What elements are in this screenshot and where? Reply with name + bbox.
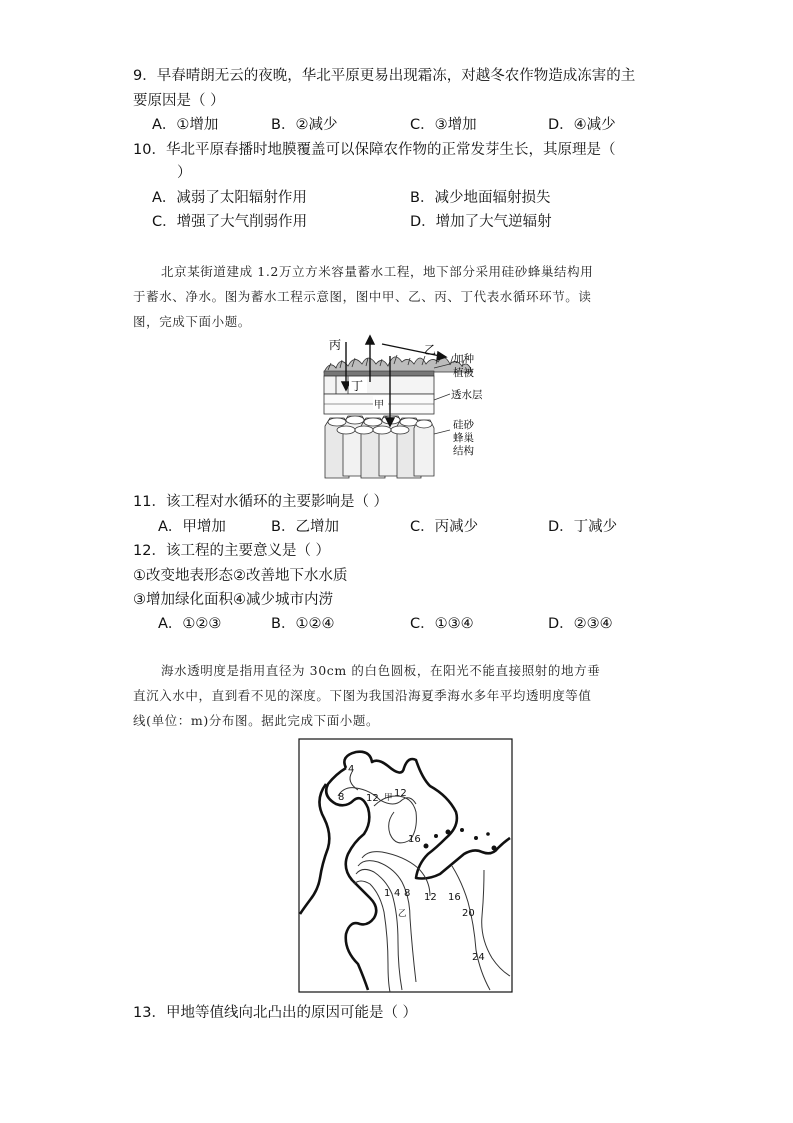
water-storage-diagram — [322, 334, 497, 482]
sea-transparency-map — [298, 738, 514, 994]
contour-label: 4 — [394, 888, 401, 899]
q11-option-d: D．丁减少 — [548, 519, 618, 535]
passage2-line3: 线(单位：m)分布图。据此完成下面小题。 — [133, 713, 380, 728]
q12-line3: ③增加绿化面积④减少城市内涝 — [133, 592, 333, 608]
label-ding: 丁 — [351, 379, 364, 393]
q10-option-a: A．减弱了太阳辐射作用 — [152, 190, 307, 206]
q11-option-b: B．乙增加 — [271, 519, 339, 535]
contour-label-yi: 乙 — [398, 909, 407, 919]
label-jia: 甲 — [374, 400, 384, 411]
contour-label: 12 — [424, 892, 437, 903]
passage2-line2: 直沉入水中，直到看不见的深度。下图为我国沿海夏季海水多年平均透明度等值 — [133, 688, 592, 703]
q9-line2: 要原因是（ ） — [133, 93, 225, 109]
contour-label: 4 — [348, 764, 355, 775]
contour-label: 12 — [366, 793, 379, 804]
q12-option-a: A．①②③ — [158, 616, 222, 632]
contour-label: 8 — [404, 888, 411, 899]
passage-water-storage — [133, 259, 678, 334]
q12-line1: 12．该工程的主要意义是（ ） — [133, 543, 331, 559]
passage1-line3: 图，完成下面小题。 — [133, 314, 251, 329]
legend-honeycomb-1: 硅砂 — [453, 419, 474, 431]
q11-line1: 11．该工程对水循环的主要影响是（ ） — [133, 494, 389, 510]
q10-option-c: C．增强了大气削弱作用 — [152, 214, 308, 230]
q9-option-d: D．④减少 — [548, 117, 616, 133]
q9-option-c: C．③增加 — [410, 117, 477, 133]
legend-permeable: 透水层 — [451, 389, 483, 401]
q10-option-d: D．增加了大气逆辐射 — [410, 214, 552, 230]
honeycomb-structure — [325, 416, 434, 478]
passage-sea-transparency — [133, 658, 678, 733]
contour-label-jia: 甲 — [384, 793, 393, 803]
q9-line1: 9．早春晴朗无云的夜晚，华北平原更易出现霜冻，对越冬农作物造成冻害的主 — [133, 68, 636, 84]
q12-option-b: B．①②④ — [271, 616, 335, 632]
legend-vegetation-1: 加种 — [453, 353, 474, 365]
q12-line2: ①改变地表形态②改善地下水水质 — [133, 568, 348, 584]
passage1-line1: 北京某街道建成 1.2万立方米容量蓄水工程，地下部分采用硅砂蜂巢结构用 — [161, 264, 594, 279]
q10-line1: 10．华北平原春播时地膜覆盖可以保障农作物的正常发芽生长，其原理是（ — [133, 142, 616, 158]
q11-option-a: A．甲增加 — [158, 519, 226, 535]
contour-label: 16 — [408, 834, 421, 845]
contour-label: 1 — [384, 888, 391, 899]
q10-line2: ） — [177, 165, 192, 181]
q9-option-b: B．②减少 — [271, 117, 338, 133]
legend-vegetation-2: 植被 — [453, 367, 474, 379]
q9-option-a: A．①增加 — [152, 117, 219, 133]
label-bing: 丙 — [329, 338, 342, 352]
soil-layer — [324, 376, 434, 394]
contour-label: 16 — [448, 892, 461, 903]
passage2-line1: 海水透明度是指用直径为 30cm 的白色圆板，在阳光不能直接照射的地方垂 — [161, 663, 601, 678]
q12-option-c: C．①③④ — [410, 616, 474, 632]
contour-label: 12 — [394, 788, 407, 799]
contour-label: 8 — [338, 792, 345, 803]
q13-line1: 13．甲地等值线向北凸出的原因可能是（ ） — [133, 1005, 418, 1021]
label-yi: 乙 — [424, 343, 437, 357]
contour-label: 24 — [472, 952, 485, 963]
q11-option-c: C．丙减少 — [410, 519, 479, 535]
legend-honeycomb-2: 蜂巢 — [453, 432, 474, 444]
q10-option-b: B．减少地面辐射损失 — [410, 190, 551, 206]
passage1-line2: 于蓄水、净水。图为蓄水工程示意图，图中甲、乙、丙、丁代表水循环环节。读 — [133, 289, 592, 304]
legend-honeycomb-3: 结构 — [453, 445, 474, 457]
contour-label: 20 — [462, 908, 475, 919]
q12-option-d: D．②③④ — [548, 616, 613, 632]
